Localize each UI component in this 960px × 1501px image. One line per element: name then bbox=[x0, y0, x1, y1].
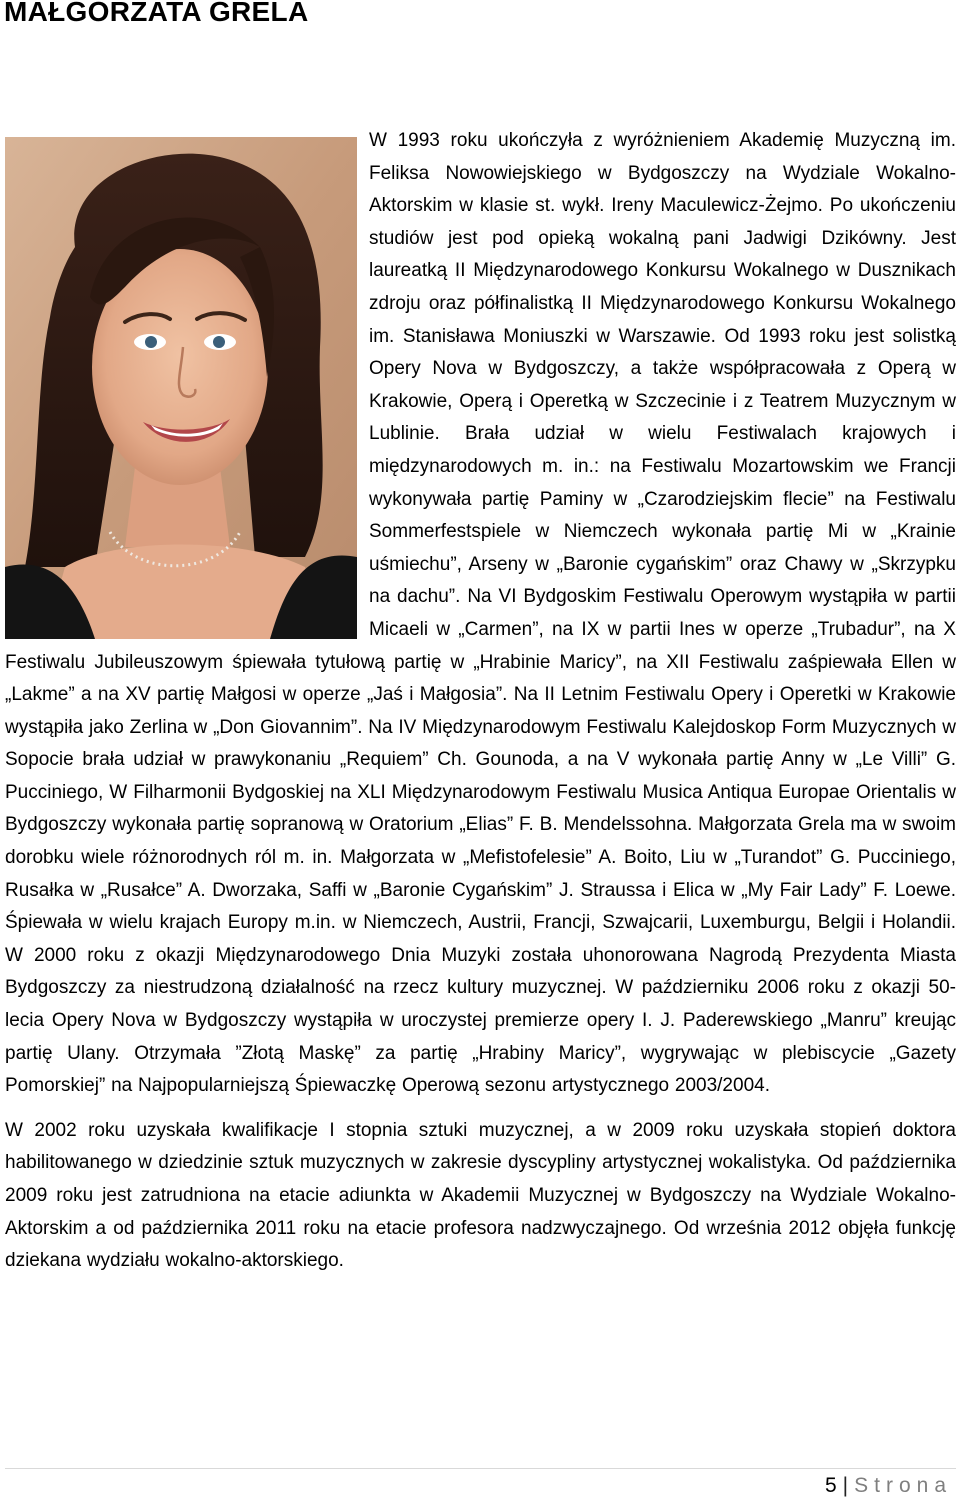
biography-paragraph-2: W 2002 roku uzyskała kwalifikacje I stopnia sztuki muzycznej, a w 2009 roku uzyskała stopień doktora habilitowanego w dziedzinie sztuk muzycznych w zakresie dyscypliny artystycznej wokalistyka. Od października 2009 roku jest zatrudniona na etacie adiunkta w Akademii Muzycznej w Bydgoszczy na Wydziale Wokalno-Aktorskim a od października 2011 roku na etacie profesora nadzwyczajnego. Od września 2012 objęła funkcję dziekana wydziału wokalno-aktorskiego. bbox=[5, 1119, 956, 1272]
biography-content bbox=[5, 125, 956, 1278]
portrait-photo bbox=[5, 125, 365, 638]
biography-paragraph-1: W 1993 roku ukończyła z wyróżnieniem Akademię Muzyczną im. Feliksa Nowowiejskiego w Bydgoszczy na Wydziale Wokalno-Aktorskim w klasie st. wykł. Ireny Maculewicz-Żejmo. Po ukończeniu studiów jest pod opieką wokalną pani Jadwigi Dzikówny. Jest laureatką II Międzynarodowego Konkursu Wokalnego w Dusznikach zdroju oraz półfinalistką II Międzynarodowego Konkursu Wokalnego im. Stanisława Moniuszki w Warszawie. Od 1993 roku jest solistką Opery Nova w Bydgoszczy, a także współpracowała z Operą w Krakowie, Operą i Operetką w Szczecinie i z Teatrem Muzycznym w Lublinie. Brała udział w wielu Festiwalach krajowych i międzynarodowych m. in.: na Festiwalu Mozartowskim we Francji wykonywała partię Paminy w „Czarodziejskim flecie” na Festiwalu Sommerfestspiele w Niemczech wykonała partię Mi w „Krainie uśmiechu”, Arseny w „Baronie cygańskim” oraz Chawy w „Skrzypku na dachu”. Na VI Bydgoskim Festiwalu Operowym wystąpiła w partii Micaeli w „Carmen”, na IX w partii Ines w operze „Trubadur”, na X Festiwalu Jubileuszowym śpiewała tytułową partię w „Hrabinie Maricy”, na XII Festiwalu zaśpiewała Ellen w „Lakme” a na XV partię Małgosi w operze „Jaś i Małgosia”. Na II Letnim Festiwalu Opery i Operetki w Krakowie wystąpiła jako Zerlina w „Don Giovannim”. Na IV Międzynarodowym Festiwalu Kalejdoskop Form Muzycznych w Sopocie brała udział w prawykonaniu „Requiem” Ch. Gounoda, a na V wykonała partię Anny w „Le Villi” G. Pucciniego, W Filharmonii Bydgoskiej na XLI Międzynarodowym Festiwalu Musica Antiqua Europae Orientalis w Bydgoszczy wykonała partię sopranową w Oratorium „Elias” F. B. Mendelssohna. Małgorzata Grela ma w swoim dorobku wiele różnorodnych ról m. in. Małgorzata w „Mefistofelesie” A. Boito, Liu w „Turandot” G. Pucciniego, Rusałka w „Rusałce” A. Dworzaka, Saffi w „Baronie Cygańskim” J. Straussa i Elica w „My Fair Lady” F. Loewe. Śpiewała w wielu krajach Europy m.in. w Niemczech, Austrii, Francji, Szwajcarii, Luxemburgu, Belgii i Holandii. W 2000 roku z okazji Międzynarodowego Dnia Muzyki została uhonorowana Nagrodą Prezydenta Miasta Bydgoszczy za niestrudzoną działalność na rzecz kultury muzycznej. W październiku 2006 roku z okazji 50-lecia Opery Nova w Bydgoszczy wystąpiła w uroczystej premierze opery I. J. Paderewskiego „Manru” kreując partię Ulany. Otrzymała ”Złotą Maskę” za partię „Hrabiny Maricy”, wygrywając w plebiscycie „Gazety Pomorskiej” na Najpopularniejszą Śpiewaczkę Operową sezonu artystycznego 2003/2004. bbox=[5, 130, 956, 1097]
page-number: 5 bbox=[824, 1474, 837, 1497]
page-footer bbox=[825, 1471, 952, 1501]
page-title: MAŁGORZATA GRELA bbox=[4, 0, 309, 27]
footer-separator: | bbox=[842, 1474, 849, 1497]
portrait-image bbox=[5, 137, 357, 639]
page-label: Strona bbox=[854, 1474, 952, 1497]
footer-divider bbox=[5, 1468, 956, 1469]
